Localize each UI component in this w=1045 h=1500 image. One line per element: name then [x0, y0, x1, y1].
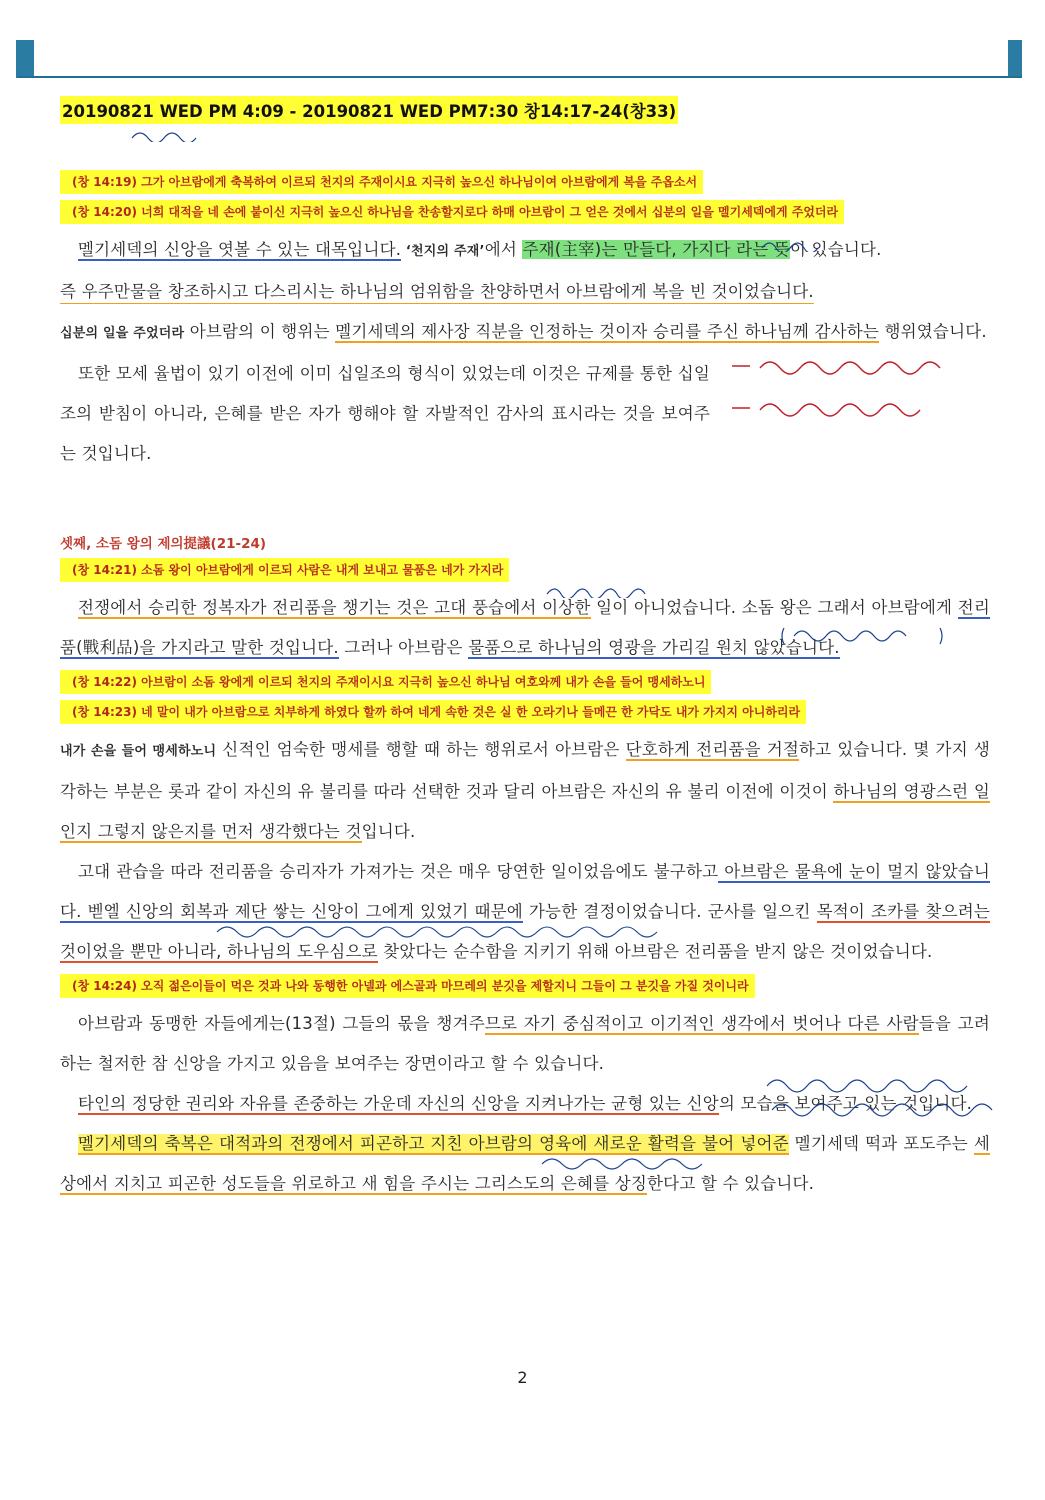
- document-body: [60, 96, 990, 1204]
- paragraph-tithe-form: 또한 모세 율법이 있기 이전에 이미 십일조의 형식이 있었는데 이것은 규제를 통한 십일조의 받침이 아니라, 은혜를 받은 자가 행해야 할 자발적인 감사의 표시라는 것을 보여주는 것입니다.: [60, 364, 710, 463]
- paragraph-balance: 타인의 정당한 권리와 자유를 존중하는 가운데 자신의 신앙을 지켜나가는 균형 있는 신앙의 모습을 보여주고 있는 것입니다.: [78, 1094, 973, 1113]
- paragraph-tithe: 십분의 일을 주었더라 아브람의 이 행위는 멜기세덱의 제사장 직분을 인정하는 것이자 승리를 주신 하나님께 감사하는 행위였습니다.: [60, 322, 987, 341]
- paragraph-ancient-custom: 고대 관습을 따라 전리품을 승리자가 가져가는 것은 매우 당연한 일이었음에도 불구하고 아브람은 물욕에 눈이 멀지 않았습니다. 벧엘 신앙의 회복과 제단 쌓는 신앙이 그에게 있었기 때문에 가능한 결정이었습니다. 군사를 일으킨 목적이 조카를 찾으려는 것이었을 뿐만 아니라, 하나님의 도우심으로 찾았다는 순수함을 지키기 위해 아브람은 전리품을 받지 않은 것이었습니다.: [60, 862, 991, 961]
- handwritten-note-2: [760, 238, 830, 252]
- handwritten-note-9: [770, 1098, 1010, 1118]
- handwritten-note-10: [540, 1154, 710, 1170]
- paragraph-blessing: 멜기세덱의 축복은 대적과의 전쟁에서 피곤하고 지친 아브람의 영육에 새로운 활력을 불어 넣어준 멜기세덱 떡과 포도주는 세상에서 지치고 피곤한 성도들을 위로하고 새 힘을 주시는 그리스도의 은혜를 상징한다고 할 수 있습니다.: [60, 1134, 990, 1193]
- handwritten-note-3: [730, 356, 970, 376]
- section-heading-sodom-king: 셋째, 소돔 왕의 제의提議(21-24): [60, 536, 267, 552]
- header-corner-left: [16, 40, 34, 78]
- handwritten-note-6: [780, 624, 950, 646]
- paragraph-melchizedek-faith: 멜기세덱의 신앙을 엿볼 수 있는 대목입니다. ‘천지의 주재’에서 주재(主宰)는 만들다, 가지다 라는 뜻이 있습니다.: [78, 240, 882, 259]
- paragraph-oath: 내가 손을 들어 맹세하노니 신적인 엄숙한 맹세를 행할 때 하는 행위로서 아브람은 단호하게 전리품을 거절하고 있습니다. 몇 가지 생각하는 부분은 롯과 같이 자신의 유 불리를 따라 선택한 것과 달리 아브람은 자신의 유 불리 이전에 이것이 하나님의 영광스런 일인지 그렇지 않은지를 먼저 생각했다는 것입니다.: [60, 740, 990, 841]
- verse-14-21: (창 14:21) 소돔 왕이 아브람에게 이르되 사람은 내게 보내고 물품은 네가 가지라: [60, 558, 509, 582]
- verse-14-23: (창 14:23) 네 말이 내가 아브람으로 치부하게 하였다 할까 하여 네게 속한 것은 실 한 오라기나 들메끈 한 가닥도 내가 가지지 아니하리라: [60, 700, 806, 724]
- handwritten-note-7: [215, 922, 675, 938]
- handwritten-note-1: [130, 128, 210, 142]
- header-rule: [18, 76, 1022, 78]
- verse-14-19: (창 14:19) 그가 아브람에게 축복하여 이르되 천지의 주재이시요 지극히 높으신 하나님이여 아브람에게 복을 주옵소서: [60, 170, 703, 194]
- handwritten-note-4: [730, 398, 940, 418]
- page-number: 2: [517, 1368, 528, 1387]
- paragraph-allies: 아브람과 동맹한 자들에게는(13절) 그들의 몫을 챙겨주므로 자기 중심적이고 이기적인 생각에서 벗어나 다른 사람들을 고려하는 철저한 참 신앙을 가지고 있음을 보여주는 장면이라고 할 수 있습니다.: [60, 1014, 990, 1073]
- verse-14-20: (창 14:20) 너희 대적을 네 손에 붙이신 지극히 높으신 하나님을 찬송할지로다 하매 아브람이 그 얻은 것에서 십분의 일을 멜기세덱에게 주었더라: [60, 200, 844, 224]
- handwritten-note-8: [765, 1074, 985, 1094]
- header-corner-right: [1008, 40, 1022, 78]
- paragraph-spoils: 전쟁에서 승리한 정복자가 전리품을 챙기는 것은 고대 풍습에서 이상한 일이 아니었습니다. 소돔 왕은 그래서 아브람에게 전리품(戰利品)을 가지라고 말한 것입니다. 그러나 아브람은 물품으로 하나님의 영광을 가리길 원치 않았습니다.: [60, 598, 990, 657]
- handwritten-note-5: [545, 584, 655, 598]
- page-title: 20190821 WED PM 4:09 - 20190821 WED PM7:30 창14:17-24(창33): [60, 96, 678, 124]
- paragraph-creator-praise: 즉 우주만물을 창조하시고 다스리시는 하나님의 엄위함을 찬양하면서 아브람에게 복을 빈 것이었습니다.: [60, 282, 814, 301]
- verse-14-24: (창 14:24) 오직 젊은이들이 먹은 것과 나와 동행한 아넬과 에스골과 마므레의 분깃을 제할지니 그들이 그 분깃을 가질 것이니라: [60, 974, 755, 998]
- verse-14-22: (창 14:22) 아브람이 소돔 왕에게 이르되 천지의 주재이시요 지극히 높으신 하나님 여호와께 내가 손을 들어 맹세하노니: [60, 670, 711, 694]
